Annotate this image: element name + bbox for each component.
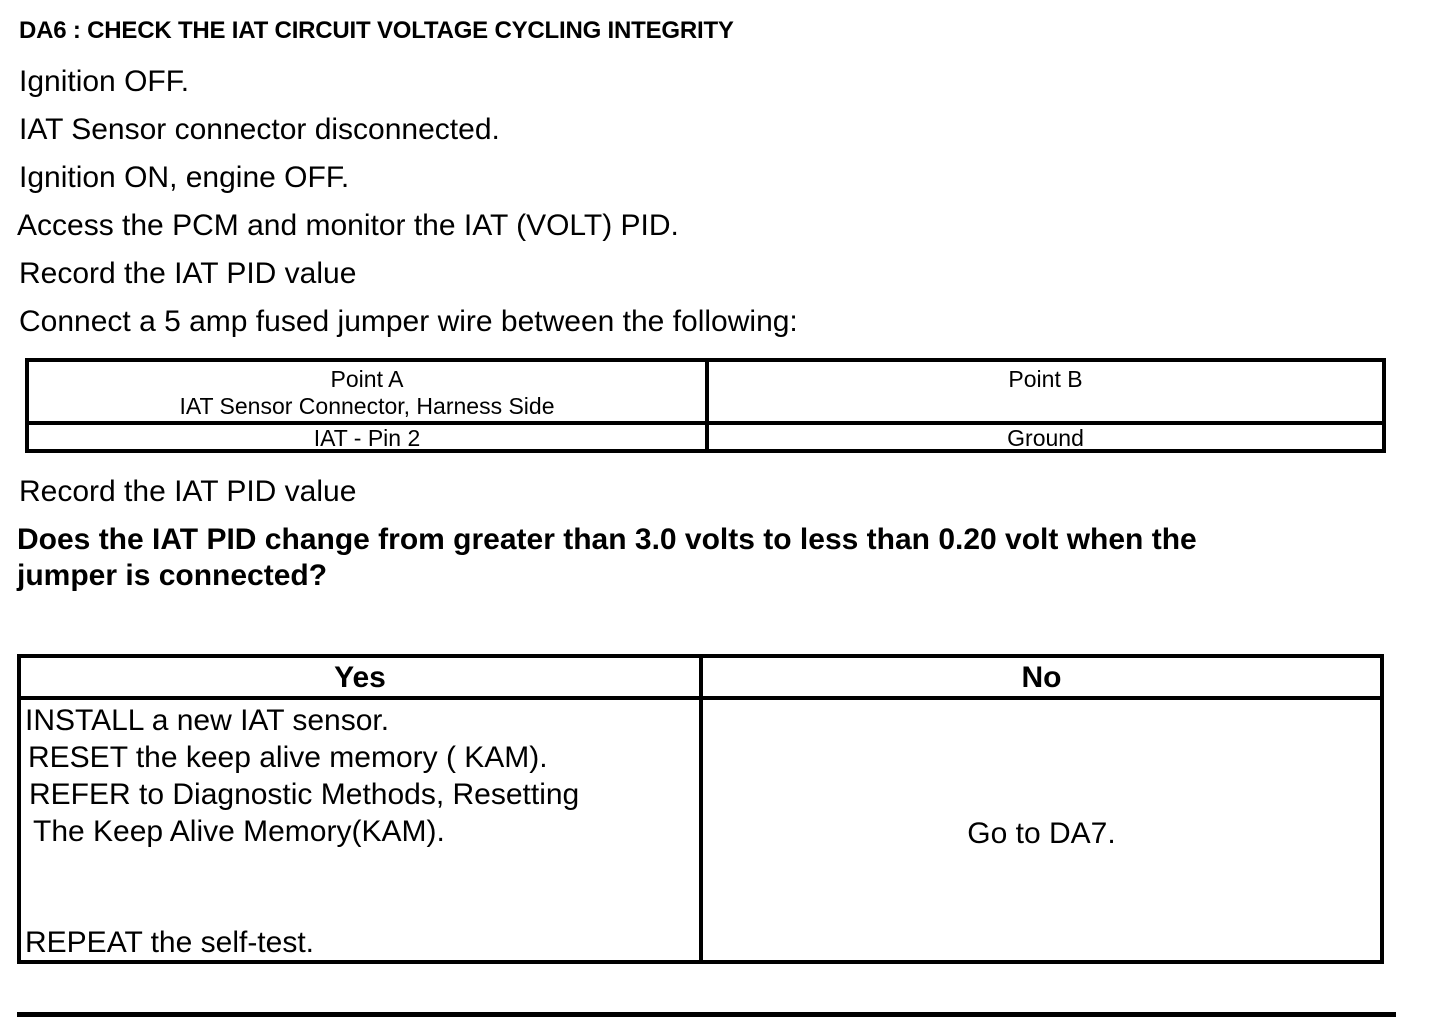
yes-action-kam: The Keep Alive Memory(KAM). [33,815,445,848]
point-b-value: Ground [1007,425,1084,451]
step-access-pcm: Access the PCM and monitor the IAT (VOLT) PID. [17,209,679,242]
yes-action-reset: RESET the keep alive memory ( KAM). [28,741,548,774]
step-record-pid: Record the IAT PID value [19,257,357,290]
point-a-sublabel: IAT Sensor Connector, Harness Side [179,393,555,419]
point-a-value: IAT - Pin 2 [313,425,421,451]
step-connect-jumper: Connect a 5 amp fused jumper wire between the following: [19,305,798,338]
page-title: DA6 : CHECK THE IAT CIRCUIT VOLTAGE CYCLING INTEGRITY [19,17,734,44]
yes-action-install: INSTALL a new IAT sensor. [25,704,390,737]
decision-question [17,522,1417,594]
bottom-divider [17,1012,1396,1017]
yes-header: Yes [334,661,386,694]
point-b-header: Point B [1008,366,1083,392]
question-line-2: jumper is connected? [17,559,328,592]
question-line-1: Does the IAT PID change from greater than 3.0 volts to less than 0.20 volt when the [17,523,1197,556]
point-a-label: Point A [330,366,404,392]
yes-action-repeat: REPEAT the self-test. [25,926,314,959]
jumper-table-divider [705,362,709,449]
result-table-divider [699,658,703,960]
no-action-cell: Go to DA7. [967,817,1116,850]
yes-action-cell [25,702,579,850]
no-header: No [1021,661,1062,694]
step-ignition-on: Ignition ON, engine OFF. [19,161,350,194]
step-ignition-off: Ignition OFF. [19,65,190,98]
point-a-header [29,366,705,420]
yes-action-refer: REFER to Diagnostic Methods, Resetting [29,778,580,811]
step-record-pid-again: Record the IAT PID value [19,475,357,508]
step-connector-disconnected: IAT Sensor connector disconnected. [19,113,500,146]
yes-no-result-table [17,654,1384,964]
jumper-connection-table [25,358,1386,453]
